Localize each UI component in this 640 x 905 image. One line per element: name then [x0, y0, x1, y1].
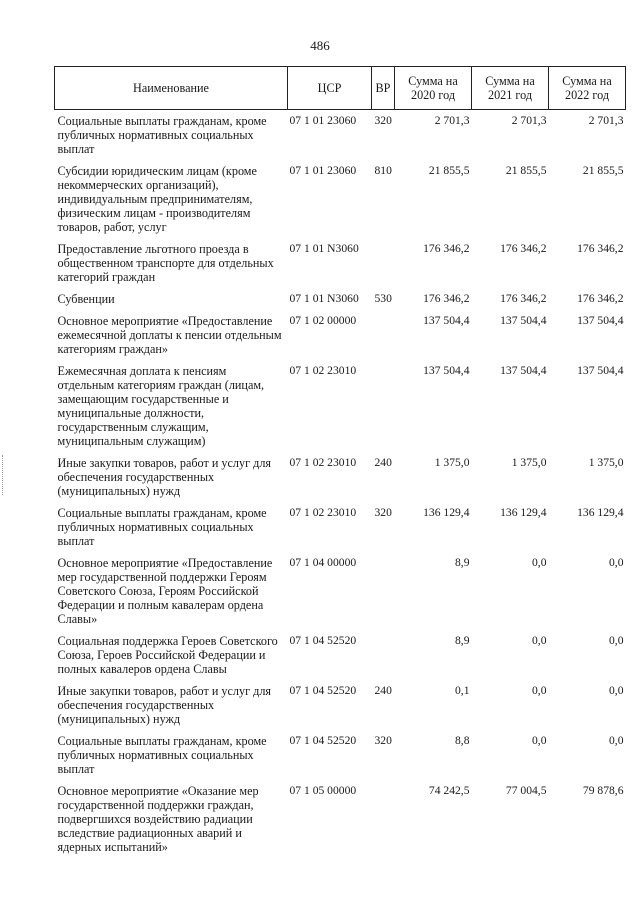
row-sum-2021: 176 346,2	[500, 292, 547, 305]
row-name: Субвенции	[57, 292, 115, 306]
header-name: Наименование	[55, 67, 288, 110]
row-csr: 07 1 01 23060	[289, 164, 357, 177]
row-name: Предоставление льготного проезда в общественном транспорте для отдельных категорий граждан	[57, 242, 274, 284]
row-vr: 320	[374, 734, 392, 747]
row-csr: 07 1 01 23060	[289, 114, 357, 127]
table-header-row	[55, 67, 626, 110]
budget-table	[54, 66, 626, 862]
row-sum-2022: 1 375,0	[588, 456, 624, 469]
table-row	[55, 506, 626, 556]
row-sum-2022: 136 129,4	[577, 506, 624, 519]
row-csr: 07 1 02 23010	[289, 364, 357, 377]
row-name: Основное мероприятие «Предоставление мер государственной поддержки Героям Советского Союза, Героям Российской Федерации и полным кавалерам ордена Славы»	[57, 556, 273, 626]
header-sum-2021: Сумма на 2021 год	[472, 67, 549, 110]
row-name: Социальные выплаты гражданам, кроме публичных нормативных социальных выплат	[57, 734, 267, 776]
row-sum-2021: 176 346,2	[500, 242, 547, 255]
table-row	[55, 164, 626, 242]
row-sum-2020: 21 855,5	[428, 164, 470, 177]
row-csr: 07 1 02 23010	[289, 456, 357, 469]
row-sum-2020: 137 504,4	[423, 314, 470, 327]
row-name: Иные закупки товаров, работ и услуг для обеспечения государственных (муниципальных) нужд	[57, 456, 272, 498]
row-vr: 320	[374, 114, 392, 127]
row-sum-2022: 2 701,3	[588, 114, 624, 127]
table-row	[55, 110, 626, 165]
row-vr	[372, 364, 395, 456]
row-sum-2022: 137 504,4	[577, 364, 624, 377]
row-name: Основное мероприятие «Оказание мер государственной поддержки граждан, подвергшихся воздействию радиации вследствие радиационных аварий и ядерных испытаний»	[57, 784, 259, 854]
row-vr	[372, 784, 395, 862]
table-row	[55, 364, 626, 456]
row-sum-2022: 176 346,2	[577, 292, 624, 305]
table-row	[55, 784, 626, 862]
row-sum-2021: 137 504,4	[500, 314, 547, 327]
row-name: Иные закупки товаров, работ и услуг для обеспечения государственных (муниципальных) нужд	[57, 684, 272, 726]
table-row	[55, 556, 626, 634]
table-row	[55, 684, 626, 734]
row-sum-2020: 74 242,5	[428, 784, 470, 797]
row-vr	[372, 556, 395, 634]
row-vr: 240	[374, 684, 392, 697]
row-vr: 810	[374, 164, 392, 177]
row-sum-2020: 176 346,2	[423, 292, 470, 305]
row-vr: 320	[374, 506, 392, 519]
row-name: Социальные выплаты гражданам, кроме публичных нормативных социальных выплат	[57, 506, 267, 548]
header-vr: ВР	[372, 67, 395, 110]
row-vr: 530	[374, 292, 392, 305]
row-sum-2022: 79 878,6	[582, 784, 624, 797]
row-csr: 07 1 04 00000	[289, 556, 357, 569]
row-name: Субсидии юридическим лицам (кроме некоммерческих организаций), индивидуальным предпринимателям, физическим лицам - производителям товаров, работ, услуг	[57, 164, 257, 234]
row-sum-2020: 136 129,4	[423, 506, 470, 519]
row-name: Социальная поддержка Героев Советского Союза, Героев Российской Федерации и полных кавалеров ордена Славы	[57, 634, 278, 676]
row-vr	[372, 242, 395, 292]
row-csr: 07 1 04 52520	[289, 634, 357, 647]
row-vr	[372, 314, 395, 364]
row-csr: 07 1 05 00000	[289, 784, 357, 797]
row-sum-2021: 136 129,4	[500, 506, 547, 519]
table-row	[55, 314, 626, 364]
table-row	[55, 734, 626, 784]
table-row	[55, 292, 626, 314]
row-sum-2021: 0,0	[532, 634, 547, 647]
row-name: Социальные выплаты гражданам, кроме публичных нормативных социальных выплат	[57, 114, 267, 156]
scan-edge-mark	[2, 455, 4, 495]
row-sum-2020: 8,8	[455, 734, 470, 747]
row-sum-2022: 137 504,4	[577, 314, 624, 327]
row-sum-2020: 0,1	[455, 684, 470, 697]
row-sum-2022: 0,0	[609, 734, 624, 747]
row-csr: 07 1 01 N3060	[289, 242, 359, 255]
row-sum-2020: 176 346,2	[423, 242, 470, 255]
row-sum-2021: 77 004,5	[505, 784, 547, 797]
row-csr: 07 1 04 52520	[289, 734, 357, 747]
row-sum-2020: 2 701,3	[434, 114, 470, 127]
row-name: Ежемесячная доплата к пенсиям отдельным категориям граждан (лицам, замещающим государственные и муниципальные должности, государственным служащим, муниципальным служащим)	[57, 364, 265, 448]
row-sum-2020: 8,9	[455, 556, 470, 569]
row-sum-2020: 8,9	[455, 634, 470, 647]
header-sum-2020: Сумма на 2020 год	[395, 67, 472, 110]
page-number: 486	[310, 38, 330, 53]
row-csr: 07 1 01 N3060	[289, 292, 359, 305]
row-sum-2021: 0,0	[532, 734, 547, 747]
row-sum-2021: 2 701,3	[511, 114, 547, 127]
row-sum-2020: 137 504,4	[423, 364, 470, 377]
row-sum-2022: 21 855,5	[582, 164, 624, 177]
row-sum-2022: 176 346,2	[577, 242, 624, 255]
row-sum-2021: 1 375,0	[511, 456, 547, 469]
row-sum-2021: 0,0	[532, 684, 547, 697]
row-name: Основное мероприятие «Предоставление ежемесячной доплаты к пенсии отдельным категориям граждан»	[57, 314, 282, 356]
row-sum-2021: 137 504,4	[500, 364, 547, 377]
row-sum-2021: 0,0	[532, 556, 547, 569]
row-csr: 07 1 02 23010	[289, 506, 357, 519]
table-row	[55, 634, 626, 684]
row-vr	[372, 634, 395, 684]
table-row	[55, 242, 626, 292]
row-csr: 07 1 04 52520	[289, 684, 357, 697]
row-csr: 07 1 02 00000	[289, 314, 357, 327]
row-vr: 240	[374, 456, 392, 469]
row-sum-2022: 0,0	[609, 556, 624, 569]
row-sum-2020: 1 375,0	[434, 456, 470, 469]
header-sum-2022: Сумма на 2022 год	[549, 67, 626, 110]
row-sum-2022: 0,0	[609, 634, 624, 647]
row-sum-2022: 0,0	[609, 684, 624, 697]
header-csr: ЦСР	[288, 67, 372, 110]
table-row	[55, 456, 626, 506]
row-sum-2021: 21 855,5	[505, 164, 547, 177]
